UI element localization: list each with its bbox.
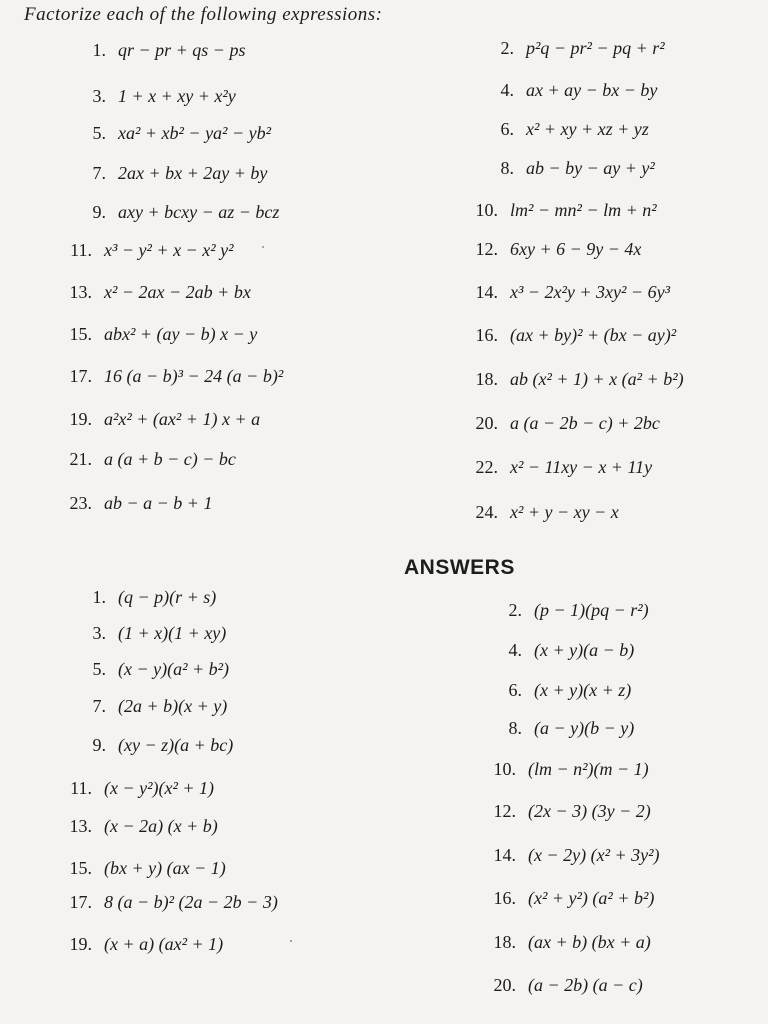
exercise-expression: x³ − y² + x − x² y²: [104, 240, 234, 260]
answer-item: [80, 659, 229, 680]
exercise-number: 17.: [69, 366, 92, 386]
exercise-item: [80, 86, 236, 107]
answer-expression: (lm − n²)(m − 1): [528, 759, 649, 779]
answer-expression: (x − 2a) (x + b): [104, 816, 218, 836]
answer-number: 5.: [92, 659, 106, 679]
answer-number: 13.: [69, 816, 92, 836]
answer-expression: 8 (a − b)² (2a − 2b − 3): [104, 892, 278, 912]
exercise-number: 23.: [69, 493, 92, 513]
answer-expression: (x + y)(a − b): [534, 640, 635, 660]
answer-item: [492, 680, 631, 701]
exercise-expression: x³ − 2x²y + 3xy² − 6y³: [510, 282, 670, 302]
answer-item: [80, 735, 233, 756]
answer-number: 18.: [493, 932, 516, 952]
exercise-number: 21.: [69, 449, 92, 469]
exercise-item: [80, 123, 271, 144]
exercise-item: [468, 502, 619, 523]
answer-number: 15.: [69, 858, 92, 878]
answer-number: 16.: [493, 888, 516, 908]
answer-item: [486, 888, 654, 909]
exercise-item: [484, 158, 655, 179]
answer-number: 3.: [92, 623, 106, 643]
answer-expression: (x − y²)(x² + 1): [104, 778, 215, 798]
exercise-item: [66, 240, 233, 261]
answer-expression: (x − y)(a² + b²): [118, 659, 230, 679]
answer-item: [66, 778, 214, 799]
exercise-number: 10.: [475, 200, 498, 220]
exercise-expression: ab − a − b + 1: [104, 493, 213, 513]
exercise-number: 5.: [92, 123, 106, 143]
answer-expression: (p − 1)(pq − r²): [534, 600, 649, 620]
answer-number: 6.: [508, 680, 522, 700]
exercise-number: 11.: [70, 240, 92, 260]
answer-number: 8.: [508, 718, 522, 738]
answer-number: 4.: [508, 640, 522, 660]
answers-heading: ANSWERS: [404, 556, 515, 579]
paper-speck: [262, 246, 264, 248]
exercise-number: 14.: [475, 282, 498, 302]
exercise-item: [80, 40, 245, 61]
exercise-number: 8.: [500, 158, 514, 178]
exercise-item: [468, 325, 676, 346]
instruction-heading: Factorize each of the following expressions:: [24, 4, 383, 25]
answer-number: 2.: [508, 600, 522, 620]
exercise-expression: ab − by − ay + y²: [526, 158, 655, 178]
exercise-item: [468, 239, 641, 260]
exercise-number: 22.: [475, 457, 498, 477]
answer-item: [492, 718, 634, 739]
exercise-item: [468, 369, 684, 390]
answer-expression: (a − 2b) (a − c): [528, 975, 643, 995]
exercise-expression: x² + y − xy − x: [510, 502, 619, 522]
answer-item: [486, 759, 649, 780]
answer-item: [66, 816, 218, 837]
answer-number: 11.: [70, 778, 92, 798]
exercise-number: 13.: [69, 282, 92, 302]
answer-expression: (2x − 3) (3y − 2): [528, 801, 651, 821]
answer-number: 9.: [92, 735, 106, 755]
answer-item: [486, 845, 660, 866]
exercise-item: [468, 457, 652, 478]
exercise-number: 15.: [69, 324, 92, 344]
answer-item: [492, 600, 649, 621]
exercise-number: 7.: [92, 163, 106, 183]
exercise-expression: (ax + by)² + (bx − ay)²: [510, 325, 677, 345]
exercise-number: 24.: [475, 502, 498, 522]
exercise-item: [468, 200, 657, 221]
exercise-item: [80, 163, 267, 184]
answer-item: [80, 623, 226, 644]
exercise-expression: xa² + xb² − ya² − yb²: [118, 123, 271, 143]
answer-number: 10.: [493, 759, 516, 779]
exercise-expression: axy + bcxy − az − bcz: [118, 202, 280, 222]
answer-expression: (x − 2y) (x² + 3y²): [528, 845, 660, 865]
exercise-item: [468, 413, 660, 434]
answer-expression: (ax + b) (bx + a): [528, 932, 651, 952]
answer-item: [66, 858, 226, 879]
exercise-expression: x² + xy + xz + yz: [526, 119, 649, 139]
answer-expression: (2a + b)(x + y): [118, 696, 228, 716]
answer-item: [492, 640, 634, 661]
answer-item: [66, 934, 223, 955]
exercise-expression: 6xy + 6 − 9y − 4x: [510, 239, 642, 259]
exercise-expression: p²q − pr² − pq + r²: [526, 38, 665, 58]
exercise-item: [66, 366, 283, 387]
exercise-expression: a²x² + (ax² + 1) x + a: [104, 409, 261, 429]
exercise-item: [66, 324, 257, 345]
answer-item: [80, 696, 227, 717]
exercise-number: 20.: [475, 413, 498, 433]
exercise-item: [66, 493, 212, 514]
exercise-expression: x² − 2ax − 2ab + bx: [104, 282, 251, 302]
exercise-number: 1.: [92, 40, 106, 60]
answer-item: [80, 587, 216, 608]
answer-item: [486, 932, 651, 953]
answer-number: 19.: [69, 934, 92, 954]
answer-number: 12.: [493, 801, 516, 821]
exercise-expression: 16 (a − b)³ − 24 (a − b)²: [104, 366, 284, 386]
exercise-expression: ax + ay − bx − by: [526, 80, 658, 100]
exercise-expression: ab (x² + 1) + x (a² + b²): [510, 369, 684, 389]
answer-expression: (x + a) (ax² + 1): [104, 934, 224, 954]
exercise-item: [468, 282, 670, 303]
exercise-number: 12.: [475, 239, 498, 259]
exercise-item: [66, 282, 251, 303]
answer-expression: (x + y)(x + z): [534, 680, 632, 700]
exercise-expression: x² − 11xy − x + 11y: [510, 457, 653, 477]
answer-item: [66, 892, 278, 913]
answer-number: 17.: [69, 892, 92, 912]
answer-expression: (xy − z)(a + bc): [118, 735, 234, 755]
answer-expression: (a − y)(b − y): [534, 718, 635, 738]
answer-item: [486, 801, 651, 822]
exercise-number: 2.: [500, 38, 514, 58]
exercise-number: 19.: [69, 409, 92, 429]
exercise-item: [484, 38, 665, 59]
exercise-expression: qr − pr + qs − ps: [118, 40, 246, 60]
answer-number: 7.: [92, 696, 106, 716]
exercise-expression: 1 + x + xy + x²y: [118, 86, 236, 106]
exercise-number: 16.: [475, 325, 498, 345]
paper-speck: [290, 940, 292, 942]
exercise-item: [80, 202, 279, 223]
answer-expression: (x² + y²) (a² + b²): [528, 888, 655, 908]
exercise-expression: a (a − 2b − c) + 2bc: [510, 413, 660, 433]
answer-item: [486, 975, 643, 996]
exercise-expression: 2ax + bx + 2ay + by: [118, 163, 268, 183]
exercise-item: [484, 119, 649, 140]
answer-expression: (q − p)(r + s): [118, 587, 217, 607]
answer-expression: (bx + y) (ax − 1): [104, 858, 226, 878]
answer-number: 1.: [92, 587, 106, 607]
exercise-number: 3.: [92, 86, 106, 106]
exercise-number: 4.: [500, 80, 514, 100]
exercise-number: 9.: [92, 202, 106, 222]
exercise-expression: a (a + b − c) − bc: [104, 449, 236, 469]
answer-expression: (1 + x)(1 + xy): [118, 623, 227, 643]
exercise-item: [484, 80, 657, 101]
answer-number: 14.: [493, 845, 516, 865]
exercise-number: 18.: [475, 369, 498, 389]
exercise-expression: abx² + (ay − b) x − y: [104, 324, 258, 344]
exercise-item: [66, 449, 236, 470]
answer-number: 20.: [493, 975, 516, 995]
exercise-expression: lm² − mn² − lm + n²: [510, 200, 657, 220]
exercise-number: 6.: [500, 119, 514, 139]
exercise-item: [66, 409, 260, 430]
